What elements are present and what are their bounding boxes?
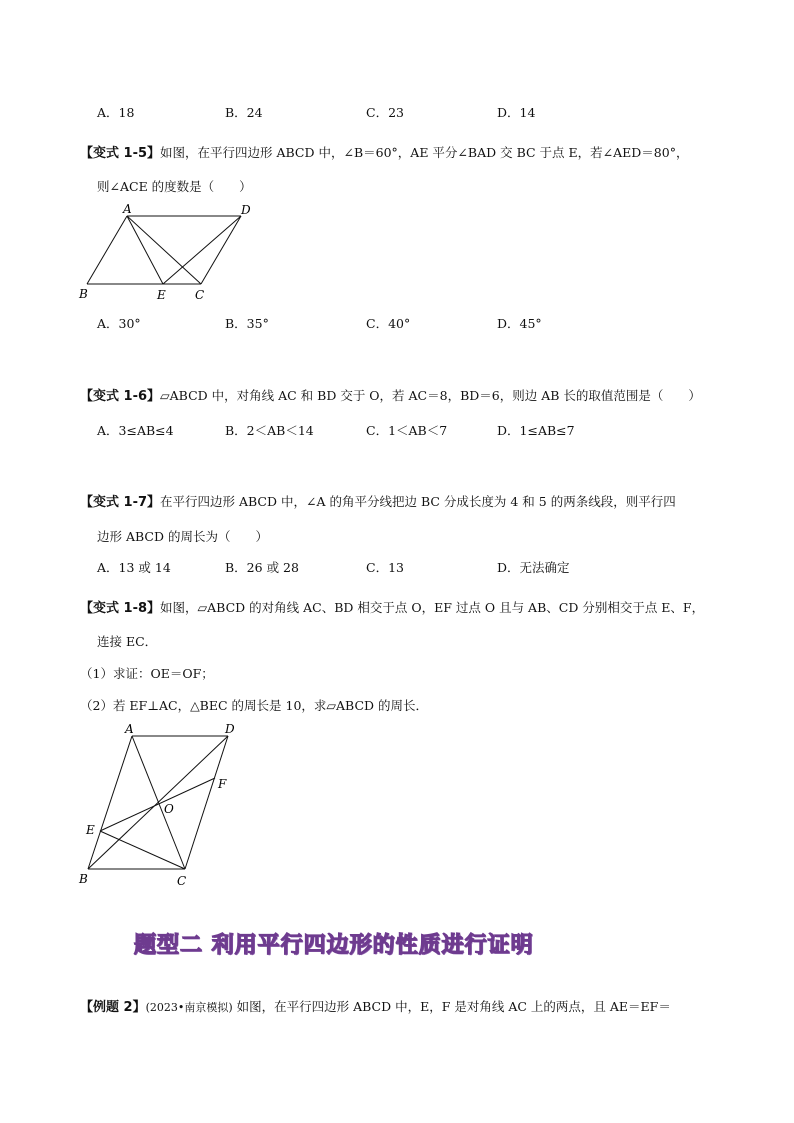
prev-option-d: D．14	[497, 105, 536, 120]
question-1-5-text2: 则∠ACE 的度数是（ ）	[97, 179, 252, 194]
question-1-8-text1: 如图，▱ABCD 的对角线 AC、BD 相交于点 O，EF 过点 O 且与 AB、CD 分别相交于点 E、F，	[160, 600, 705, 615]
point-label-f: F	[218, 777, 227, 791]
question-1-8-label: 【变式 1-8】	[80, 601, 161, 616]
segment-ae	[127, 216, 163, 284]
point-label-b: B	[79, 287, 88, 301]
question-1-8-sub1: （1）求证：OE＝OF；	[80, 666, 214, 681]
example-2-text: 如图，在平行四边形 ABCD 中，E，F 是对角线 AC 上的两点，且 AE＝EF＝	[236, 999, 671, 1014]
parallelogram-figure-1-8	[75, 718, 250, 890]
question-1-5-option-b: B．35°	[225, 316, 269, 331]
question-1-5-option-c: C．40°	[366, 316, 411, 331]
question-1-6-option-a: A．3≤AB≤4	[97, 423, 174, 438]
point-label-e: E	[157, 288, 166, 302]
question-1-7-option-b: B．26 或 28	[225, 560, 299, 575]
question-1-8-text2: 连接 EC．	[97, 634, 158, 649]
question-1-5-line1	[80, 142, 688, 161]
question-1-5-label: 【变式 1-5】	[80, 146, 161, 161]
point-label-d: D	[241, 203, 251, 217]
prev-option-c: C．23	[366, 105, 404, 120]
segment-ab	[87, 216, 127, 284]
parallelogram-figure-1-5	[75, 200, 275, 305]
segment-ab	[88, 736, 132, 869]
question-1-7-label: 【变式 1-7】	[80, 495, 161, 510]
question-1-7-line1	[80, 491, 676, 510]
question-1-7-option-c: C．13	[366, 560, 404, 575]
example-2-label: 【例题 2】	[80, 1000, 146, 1015]
question-1-6-label: 【变式 1-6】	[80, 389, 161, 404]
question-1-6-option-d: D．1≤AB≤7	[497, 423, 575, 438]
question-1-7-text1: 在平行四边形 ABCD 中，∠A 的角平分线把边 BC 分成长度为 4 和 5 的两条线段，则平行四	[160, 494, 676, 509]
point-label-d: D	[225, 722, 235, 736]
question-1-7-text2: 边形 ABCD 的周长为（ ）	[97, 529, 268, 544]
segment-ef	[100, 778, 215, 831]
question-1-7-option-a: A．13 或 14	[97, 560, 171, 575]
segment-ac	[127, 216, 201, 284]
question-1-7-option-d: D．无法确定	[497, 560, 570, 575]
point-label-a: A	[125, 722, 134, 736]
prev-option-b: B．24	[225, 105, 263, 120]
question-1-5-option-a: A．30°	[97, 316, 141, 331]
question-1-5-option-d: D．45°	[497, 316, 542, 331]
segment-de	[163, 216, 241, 284]
point-label-b: B	[79, 872, 88, 886]
point-label-c: C	[177, 874, 187, 888]
example-2-line	[80, 996, 671, 1015]
question-1-8-line1	[80, 597, 704, 616]
example-2-source: (2023•南京模拟)	[145, 1001, 233, 1014]
question-1-5-text1: 如图，在平行四边形 ABCD 中，∠B＝60°，AE 平分∠BAD 交 BC 于点 E，若∠AED＝80°，	[160, 145, 689, 160]
question-1-6-option-b: B．2＜AB＜14	[225, 423, 314, 438]
point-label-e: E	[86, 823, 95, 837]
question-1-6-line	[80, 385, 701, 404]
segment-dc	[201, 216, 241, 284]
prev-option-a: A．18	[97, 105, 135, 120]
question-1-6-text: ▱ABCD 中，对角线 AC 和 BD 交于 O，若 AC＝8，BD＝6，则边 AB 长的取值范围是（ ）	[160, 388, 701, 403]
section-heading: 题型二 利用平行四边形的性质进行证明	[134, 933, 534, 958]
question-1-6-option-c: C．1＜AB＜7	[366, 423, 448, 438]
point-label-o: O	[164, 802, 174, 816]
point-label-a: A	[123, 202, 132, 216]
point-label-c: C	[195, 288, 205, 302]
question-1-8-sub2: （2）若 EF⊥AC，△BEC 的周长是 10，求▱ABCD 的周长．	[80, 698, 429, 713]
